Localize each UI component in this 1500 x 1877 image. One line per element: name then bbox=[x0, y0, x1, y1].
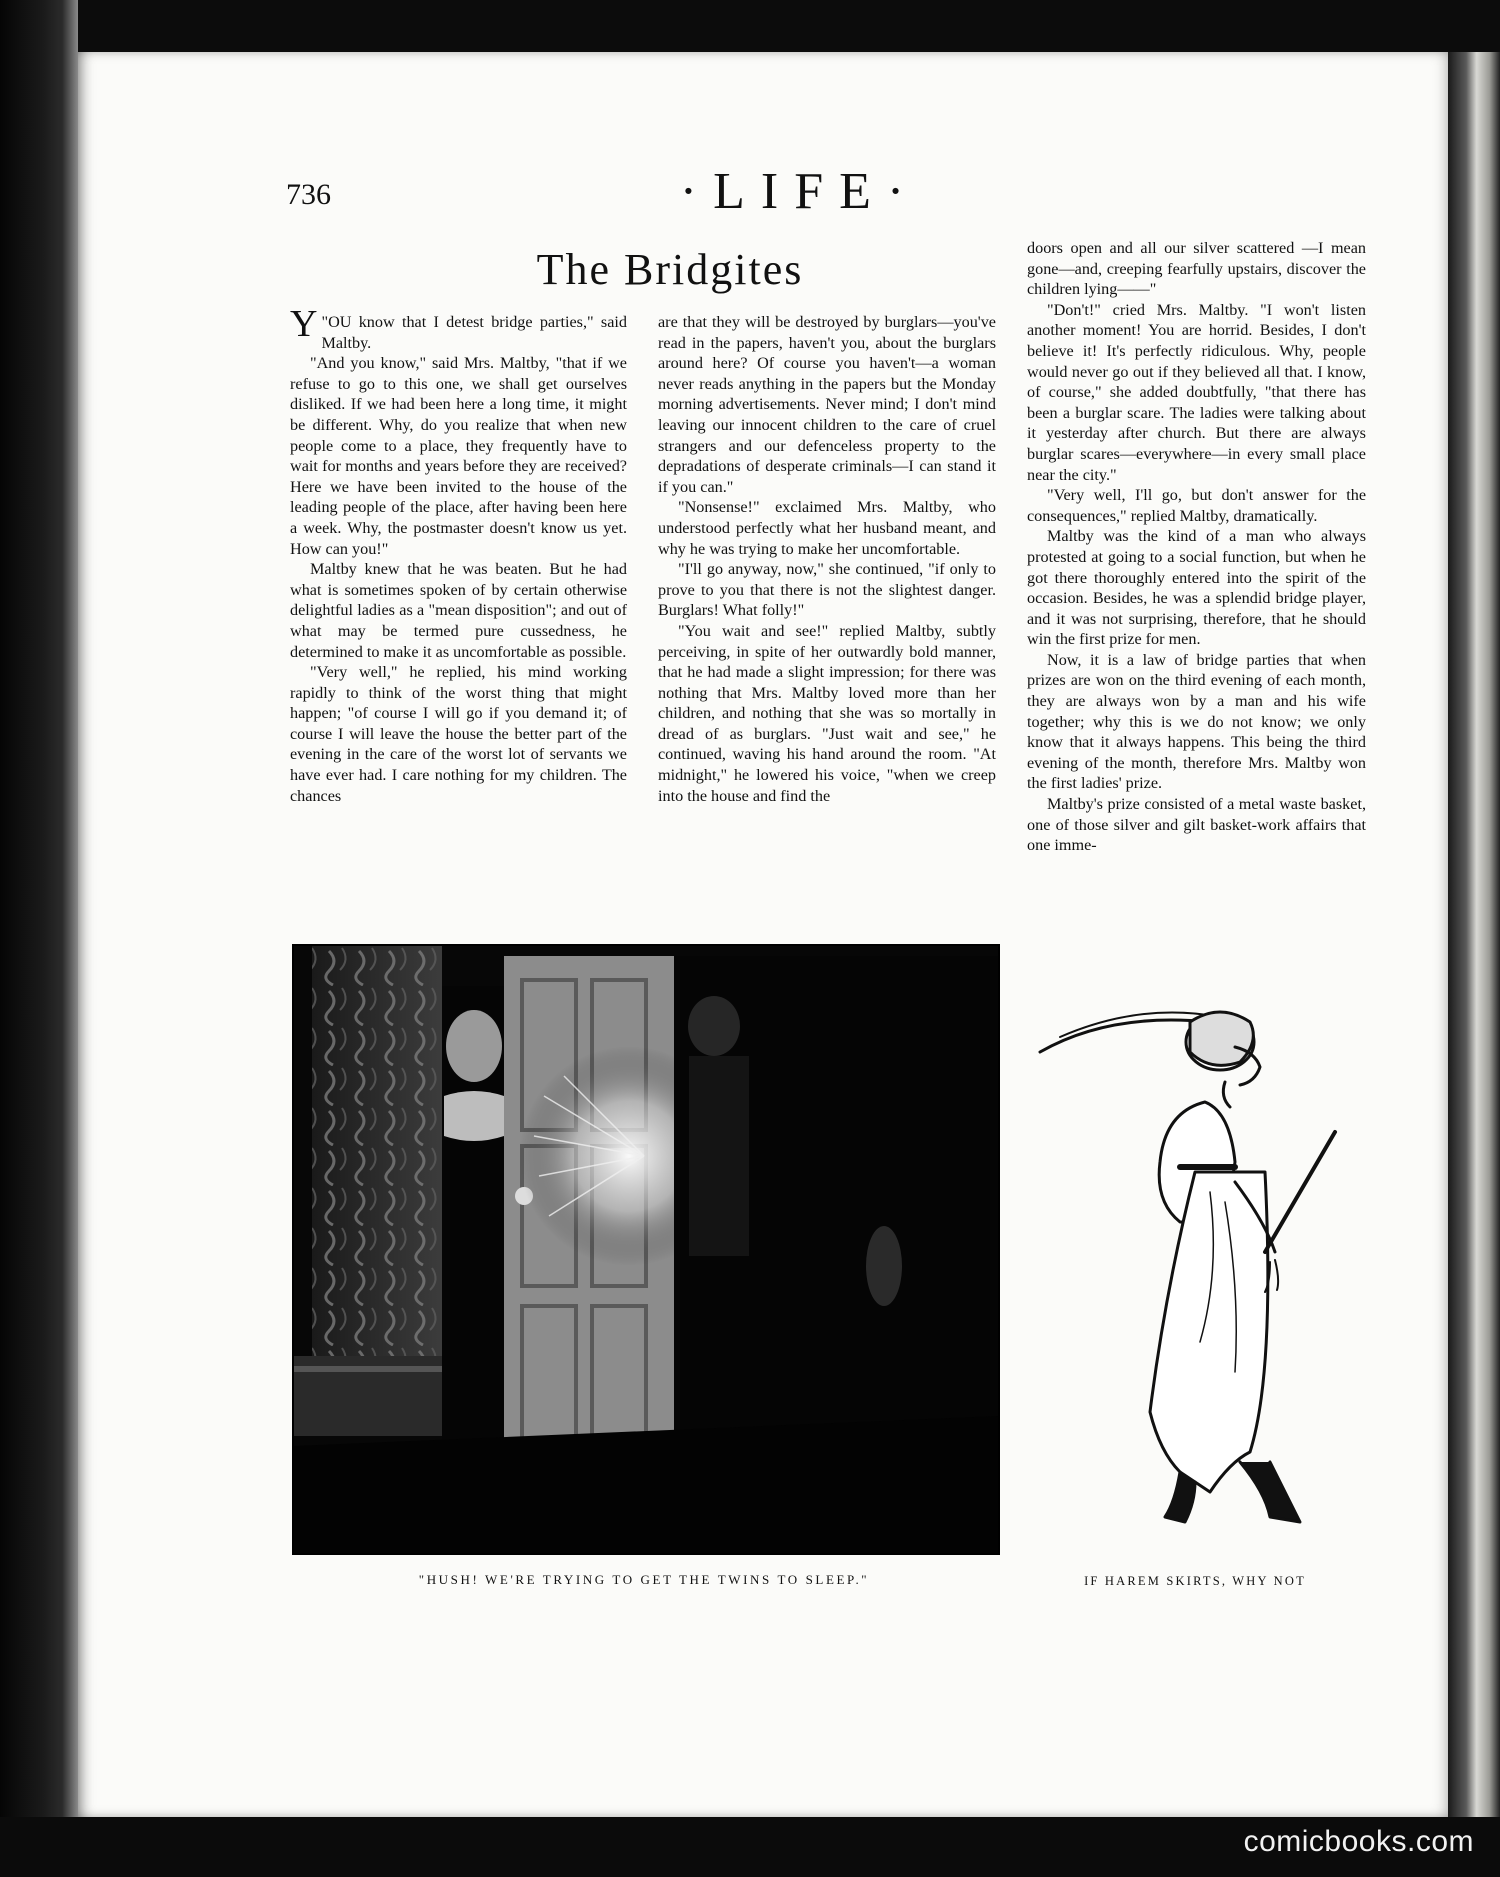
article-title: The Bridgites bbox=[536, 245, 804, 294]
page-number: 736 bbox=[286, 178, 331, 211]
text-column-1 bbox=[290, 303, 627, 806]
paragraph: are that they will be destroyed by burglars—you've read in the papers, haven't you, about the burglars around here? Of course you haven't—a woman never reads anything in the papers but the Monday morning advertisements. Never mind; I don't mind leaving our innocent children to the care of cruel strangers and our defenceless property to the depradations of desperate criminals—I can stand it if you can." bbox=[658, 313, 996, 496]
drop-cap: Y bbox=[290, 303, 318, 345]
paragraph: "Very well, I'll go, but don't answer for the consequences," replied Maltby, dramatically. bbox=[1027, 486, 1366, 525]
text-column-3 bbox=[1027, 238, 1366, 856]
woman-figure-illustration bbox=[1030, 992, 1350, 1552]
paragraph: " Y OU know that I detest bridge parties," said Maltby. bbox=[290, 303, 627, 352]
paragraph: "Don't!" cried Mrs. Maltby. "I won't listen another moment! You are horrid. Besides, I don't believe it! It's perfectly ridiculous. Why, people would never go out if they believed all that. I know, of course," she added doubtfully, "that there has been a burglar scare. The ladies were talking about it yesterday after church. But there are always burglar scares—everywhere—in every small place near the city." bbox=[1027, 300, 1366, 484]
paragraph: "Very well," he replied, his mind working rapidly to think of the worst thing that might happen; "of course I will go if you demand it; of course I will leave the house the better part of the evening in the care of the worst lot of servants we have ever had. I care nothing for my children. The chances bbox=[290, 663, 627, 805]
paragraph: doors open and all our silver scattered —I mean gone—and, creeping fearfully upstairs, discover the children lying——" bbox=[1027, 239, 1366, 299]
harem-skirt-sketch bbox=[1030, 992, 1350, 1552]
paragraph: Maltby was the kind of a man who always protested at going to a social function, but when he got there thoroughly entered into the spirit of the occasion. Besides, he was a splendid bridge player, and it was not surprising, therefore, that he should win the first prize for men. bbox=[1027, 527, 1366, 649]
masthead-life: ·LIFE· bbox=[679, 163, 921, 220]
page-edge-right bbox=[1448, 52, 1500, 1817]
paragraph: "You wait and see!" replied Maltby, subtly perceiving, in spite of her outwardly bold manner, that he had made a slight impression; for there was nothing that Mrs. Maltby loved more than her children, and nothing that she was so mortally in dread of as burglars. "Just wait and see," he continued, waving his hand around the room. "At midnight," he lowered his voice, "when we creep into the house and find the bbox=[658, 621, 996, 805]
doorway-scene-illustration bbox=[294, 946, 998, 1553]
paragraph: "I'll go anyway, now," she continued, "if only to prove to you that there is not the slightest danger. Burglars! What folly!" bbox=[658, 560, 996, 620]
paragraph: Maltby knew that he was beaten. But he had what is sometimes spoken of by certain otherwise delightful ladies as a "mean disposition"; and out of what may be termed pure cussedness, he determined to make it as uncomfortable as possible. bbox=[290, 560, 627, 661]
paragraph: Maltby's prize consisted of a metal waste basket, one of those silver and gilt basket-work affairs that one imme- bbox=[1027, 795, 1366, 855]
paragraph: "And you know," said Mrs. Maltby, "that if we refuse to go to this one, we shall get ourselves disliked. If we had been here a long time, it might be different. Why, do you realize that when new people come to a place, they frequently have to wait for months and years before they are received? Here we have been invited to the house of the leading people of the place, after having been here a week. Why, the postmaster doesn't know us yet. How can you!" bbox=[290, 354, 627, 558]
paragraph: Now, it is a law of bridge parties that when prizes are won on the third evening of each month, they are always won by a man and his wife together; why this is we do not know; we only know that it always happens. This being the third evening of the month, therefore Mrs. Maltby won the first ladies' prize. bbox=[1027, 650, 1366, 793]
paragraph: "Nonsense!" exclaimed Mrs. Maltby, who understood perfectly what her husband meant, and why he was trying to make her uncomfortable. bbox=[658, 498, 996, 558]
text-column-2 bbox=[658, 312, 996, 806]
book-spine-left bbox=[0, 0, 78, 1877]
burglar-doorway-photo bbox=[292, 944, 1000, 1555]
watermark: comicbooks.com bbox=[1243, 1825, 1474, 1858]
photo-caption: "HUSH! WE'RE TRYING TO GET THE TWINS TO SLEEP." bbox=[418, 1572, 870, 1587]
sketch-caption: IF HAREM SKIRTS, WHY NOT bbox=[1084, 1574, 1306, 1588]
